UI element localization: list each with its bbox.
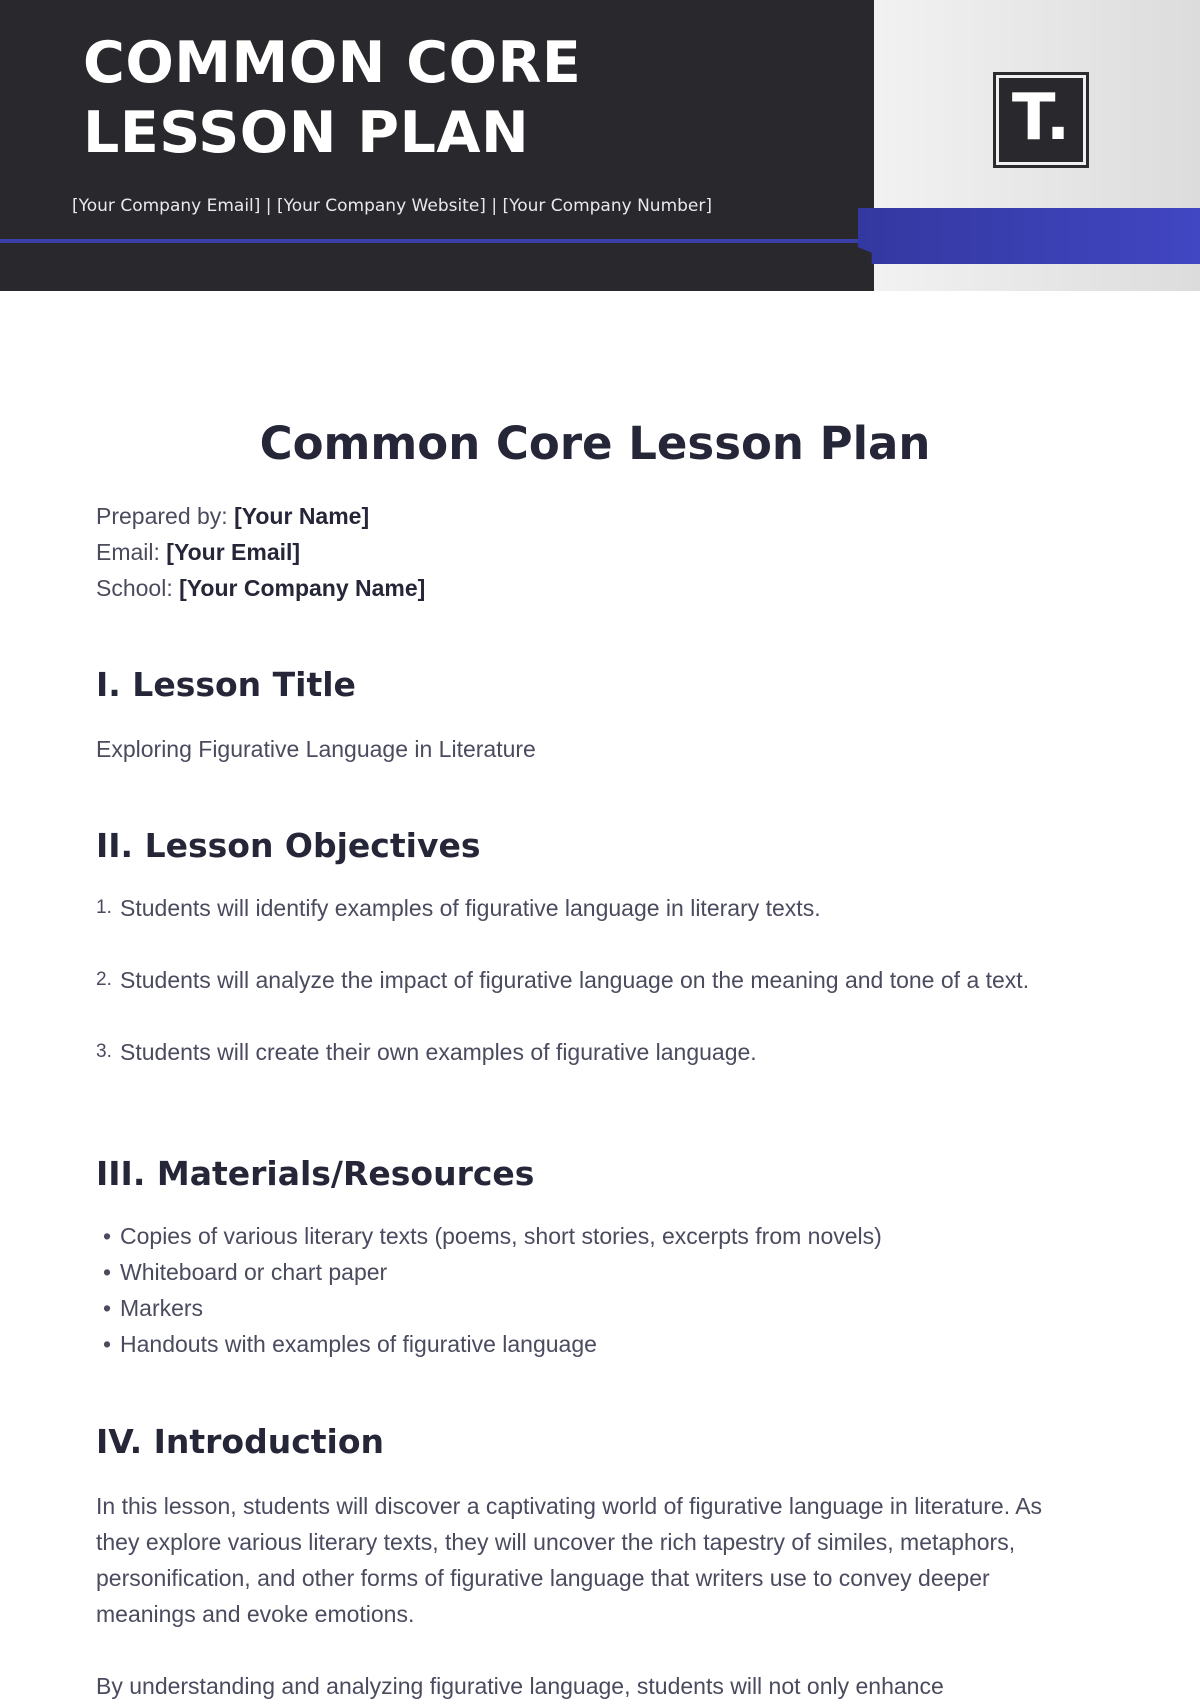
introduction-paragraph: In this lesson, students will discover a captivating world of figurative language in literature. As they explore various literary texts, they will uncover the rich tapestry of similes, metaphors, personification, and other forms of figurative language that writers use to convey deeper meanings and evoke emotions. <box>96 1493 1043 1627</box>
list-item-text: Markers <box>120 1295 204 1321</box>
lesson-title-text: Exploring Figurative Language in Literature <box>96 736 536 762</box>
header-contact-info: [Your Company Email] | [Your Company Website] | [Your Company Number] <box>72 196 713 216</box>
meta-value: [Your Company Name] <box>179 575 426 601</box>
meta-label: School: <box>96 575 173 601</box>
bullet: • <box>103 1223 112 1249</box>
section-heading-introduction: IV. Introduction <box>96 1422 385 1461</box>
meta-school <box>96 570 425 606</box>
list-item <box>96 962 1086 998</box>
section-heading-objectives: II. Lesson Objectives <box>96 826 481 865</box>
objectives-list <box>96 890 1086 1106</box>
list-item-text: Students will create their own examples of figurative language. <box>120 1039 757 1065</box>
meta-email <box>96 534 425 570</box>
document-title: Common Core Lesson Plan <box>259 417 931 470</box>
list-item-text: Handouts with examples of figurative language <box>120 1331 597 1357</box>
t-logo-icon <box>993 72 1089 168</box>
header-accent-band <box>858 208 1200 264</box>
introduction-paragraph: By understanding and analyzing figurative language, students will not only enhance <box>96 1673 944 1699</box>
list-item <box>96 1290 882 1326</box>
page-header <box>0 0 1200 291</box>
section-heading-lesson-title: I. Lesson Title <box>96 665 356 704</box>
document-meta <box>96 498 425 606</box>
meta-value: [Your Email] <box>166 539 301 565</box>
meta-label: Prepared by: <box>96 503 228 529</box>
list-item-text: Students will analyze the impact of figurative language on the meaning and tone of a text. <box>120 967 1030 993</box>
list-item <box>96 1034 1086 1070</box>
section-heading-materials: III. Materials/Resources <box>96 1154 535 1193</box>
bullet: • <box>103 1295 112 1321</box>
header-title-line1: COMMON CORE <box>83 30 582 96</box>
header-divider <box>0 239 862 243</box>
list-item-text: Students will identify examples of figurative language in literary texts. <box>120 895 821 921</box>
header-title-line2: LESSON PLAN <box>83 100 530 166</box>
meta-value: [Your Name] <box>234 503 370 529</box>
meta-label: Email: <box>96 539 160 565</box>
list-number: 1. <box>96 897 112 918</box>
list-item-text: Whiteboard or chart paper <box>120 1259 388 1285</box>
materials-list <box>96 1218 882 1362</box>
meta-prepared-by <box>96 498 425 534</box>
list-item <box>96 1254 882 1290</box>
bullet: • <box>103 1331 112 1357</box>
list-item <box>96 1326 882 1362</box>
list-number: 3. <box>96 1041 112 1062</box>
logo-letter: T. <box>1011 81 1071 155</box>
list-item <box>96 890 1086 926</box>
list-number: 2. <box>96 969 112 990</box>
header-title <box>83 28 581 168</box>
list-item-text: Copies of various literary texts (poems, short stories, excerpts from novels) <box>120 1223 882 1249</box>
list-item <box>96 1218 882 1254</box>
bullet: • <box>103 1259 112 1285</box>
